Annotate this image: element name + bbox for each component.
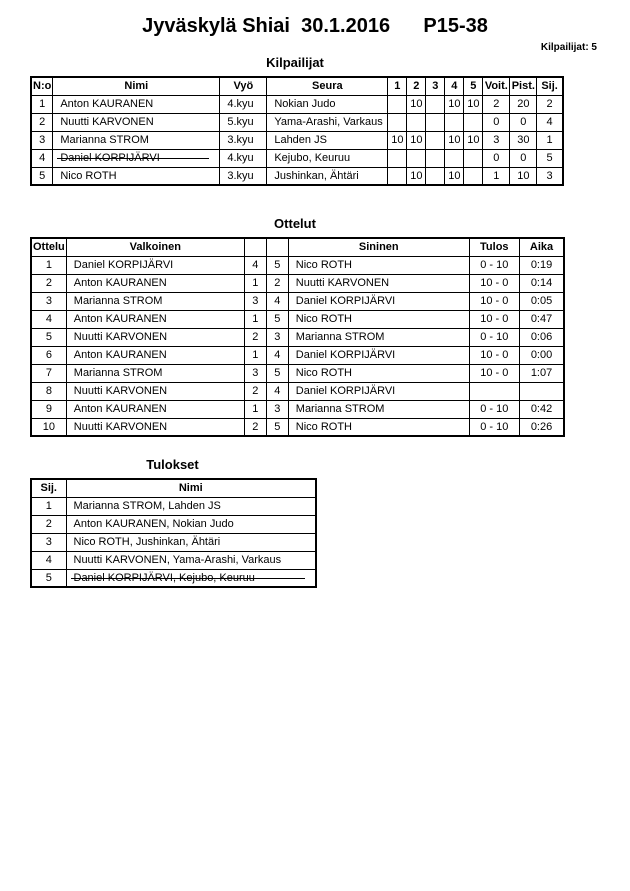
match-row [31,364,564,382]
white-name-cell: Nuutti KARVONEN [66,418,244,436]
blue-name-cell: Marianna STROM [288,328,469,346]
club-cell: Lahden JS [267,131,388,149]
matches-table [30,237,565,437]
match-no-cell: 7 [31,364,66,382]
score-cell: 10 [407,95,426,113]
place-cell: 5 [31,569,66,587]
blue-name-cell: Nico ROTH [288,256,469,274]
name-cell: Nuutti KARVONEN [53,113,220,131]
match-no-cell: 5 [31,328,66,346]
white-number-cell: 1 [244,400,266,418]
header-blue: Sininen [288,238,469,256]
blue-name-cell: Nico ROTH [288,418,469,436]
white-number-cell: 4 [244,256,266,274]
match-row [31,310,564,328]
place-cell: 4 [31,551,66,569]
white-name-cell: Daniel KORPIJÄRVI [66,256,244,274]
white-name-cell: Anton KAURANEN [66,346,244,364]
competitors-table [30,76,564,186]
place-cell: 4 [537,113,563,131]
score-cell: 10 [464,95,483,113]
header-opponent-2: 2 [407,77,426,95]
competitors-heading: Kilpailijat [266,55,324,70]
white-name-cell: Marianna STROM [66,292,244,310]
competitor-row [31,113,563,131]
result-cell: 0 - 10 [469,256,519,274]
points-cell: 10 [510,167,537,185]
result-cell: 0 - 10 [469,418,519,436]
match-row [31,346,564,364]
match-row [31,256,564,274]
blue-name-cell: Marianna STROM [288,400,469,418]
blue-number-cell: 5 [266,310,288,328]
header-club: Seura [267,77,388,95]
points-cell: 0 [510,113,537,131]
points-cell: 30 [510,131,537,149]
score-cell [445,113,464,131]
result-cell: 10 - 0 [469,310,519,328]
result-cell [469,382,519,400]
white-name-cell: Marianna STROM [66,364,244,382]
result-cell: 10 - 0 [469,292,519,310]
header-wins: Voit. [483,77,510,95]
matches-heading: Ottelut [274,216,316,231]
result-row [31,497,316,515]
blue-number-cell: 4 [266,292,288,310]
score-cell [426,167,445,185]
no-cell: 1 [31,95,53,113]
white-name-cell: Nuutti KARVONEN [66,328,244,346]
blue-number-cell: 4 [266,346,288,364]
result-row [31,515,316,533]
white-number-cell: 3 [244,364,266,382]
score-cell [388,167,407,185]
score-cell: 10 [388,131,407,149]
blue-name-cell: Nuutti KARVONEN [288,274,469,292]
score-cell: 10 [464,131,483,149]
no-cell: 3 [31,131,53,149]
header-opponent-4: 4 [445,77,464,95]
score-cell [426,113,445,131]
points-cell: 20 [510,95,537,113]
place-cell: 5 [537,149,563,167]
page-title: Jyväskylä Shiai 30.1.2016 P15-38 [142,15,488,37]
score-cell [464,167,483,185]
match-no-cell: 6 [31,346,66,364]
place-cell: 2 [31,515,66,533]
header-place: Sij. [537,77,563,95]
white-name-cell: Anton KAURANEN [66,400,244,418]
competitor-row [31,167,563,185]
club-cell: Jushinkan, Ähtäri [267,167,388,185]
match-no-cell: 1 [31,256,66,274]
match-row [31,382,564,400]
no-cell: 4 [31,149,53,167]
white-number-cell: 1 [244,274,266,292]
white-number-cell: 2 [244,418,266,436]
header-white: Valkoinen [66,238,244,256]
result-cell: 10 - 0 [469,274,519,292]
header-match-no: Ottelu [31,238,66,256]
name-cell: Nico ROTH [53,167,220,185]
name-cell: Daniel KORPIJÄRVI [53,149,220,167]
time-cell: 0:26 [519,418,564,436]
result-name-cell: Daniel KORPIJÄRVI, Kejubo, Keuruu [66,569,316,587]
match-row [31,400,564,418]
belt-cell: 4.kyu [220,149,267,167]
header-opponent-5: 5 [464,77,483,95]
time-cell: 0:14 [519,274,564,292]
white-number-cell: 2 [244,382,266,400]
score-cell [445,149,464,167]
header-place: Sij. [31,479,66,497]
time-cell: 0:42 [519,400,564,418]
belt-cell: 3.kyu [220,167,267,185]
header-time: Aika [519,238,564,256]
score-cell [407,149,426,167]
result-row [31,533,316,551]
matches-header-row [31,238,564,256]
score-cell [426,149,445,167]
time-cell: 1:07 [519,364,564,382]
score-cell: 10 [445,95,464,113]
header-no: N:o [31,77,53,95]
match-no-cell: 9 [31,400,66,418]
score-cell [464,113,483,131]
place-cell: 1 [537,131,563,149]
blue-number-cell: 5 [266,364,288,382]
blue-number-cell: 5 [266,256,288,274]
header-opponent-1: 1 [388,77,407,95]
place-cell: 1 [31,497,66,515]
score-cell [426,95,445,113]
score-cell [407,113,426,131]
match-row [31,418,564,436]
white-name-cell: Anton KAURANEN [66,274,244,292]
result-cell: 0 - 10 [469,328,519,346]
result-cell: 10 - 0 [469,346,519,364]
club-cell: Nokian Judo [267,95,388,113]
time-cell: 0:06 [519,328,564,346]
result-cell: 10 - 0 [469,364,519,382]
header-result: Tulos [469,238,519,256]
blue-number-cell: 2 [266,274,288,292]
time-cell: 0:47 [519,310,564,328]
wins-cell: 0 [483,113,510,131]
white-name-cell: Nuutti KARVONEN [66,382,244,400]
belt-cell: 5.kyu [220,113,267,131]
no-cell: 5 [31,167,53,185]
place-cell: 3 [537,167,563,185]
header-blue-number [266,238,288,256]
match-no-cell: 2 [31,274,66,292]
header-white-number [244,238,266,256]
name-cell: Marianna STROM [53,131,220,149]
blue-name-cell: Nico ROTH [288,364,469,382]
blue-number-cell: 4 [266,382,288,400]
competitor-row [31,149,563,167]
match-row [31,292,564,310]
blue-name-cell: Daniel KORPIJÄRVI [288,292,469,310]
time-cell: 0:00 [519,346,564,364]
time-cell: 0:19 [519,256,564,274]
blue-number-cell: 3 [266,328,288,346]
header-points: Pist. [510,77,537,95]
no-cell: 2 [31,113,53,131]
time-cell [519,382,564,400]
result-row [31,551,316,569]
blue-number-cell: 3 [266,400,288,418]
wins-cell: 2 [483,95,510,113]
score-cell: 10 [407,131,426,149]
belt-cell: 4.kyu [220,95,267,113]
blue-name-cell: Daniel KORPIJÄRVI [288,382,469,400]
blue-number-cell: 5 [266,418,288,436]
score-cell [464,149,483,167]
header-name: Nimi [66,479,316,497]
time-cell: 0:05 [519,292,564,310]
result-name-cell: Anton KAURANEN, Nokian Judo [66,515,316,533]
wins-cell: 0 [483,149,510,167]
score-cell [388,95,407,113]
score-cell [388,113,407,131]
white-number-cell: 1 [244,310,266,328]
score-cell: 10 [445,167,464,185]
white-number-cell: 1 [244,346,266,364]
results-header-row [31,479,316,497]
score-cell [388,149,407,167]
name-cell: Anton KAURANEN [53,95,220,113]
entries-count: Kilpailijat: 5 [540,42,597,53]
white-name-cell: Anton KAURANEN [66,310,244,328]
results-heading: Tulokset [146,457,199,472]
match-no-cell: 10 [31,418,66,436]
match-row [31,274,564,292]
competitor-row [31,95,563,113]
result-cell: 0 - 10 [469,400,519,418]
club-cell: Kejubo, Keuruu [267,149,388,167]
white-number-cell: 2 [244,328,266,346]
place-cell: 3 [31,533,66,551]
competitor-row [31,131,563,149]
score-cell: 10 [407,167,426,185]
result-row [31,569,316,587]
blue-name-cell: Nico ROTH [288,310,469,328]
results-table [30,478,317,588]
place-cell: 2 [537,95,563,113]
score-cell: 10 [445,131,464,149]
belt-cell: 3.kyu [220,131,267,149]
wins-cell: 3 [483,131,510,149]
wins-cell: 1 [483,167,510,185]
header-opponent-3: 3 [426,77,445,95]
match-row [31,328,564,346]
match-no-cell: 8 [31,382,66,400]
competitors-header-row [31,77,563,95]
result-name-cell: Nico ROTH, Jushinkan, Ähtäri [66,533,316,551]
header-belt: Vyö [220,77,267,95]
match-no-cell: 3 [31,292,66,310]
white-number-cell: 3 [244,292,266,310]
result-name-cell: Nuutti KARVONEN, Yama-Arashi, Varkaus [66,551,316,569]
score-cell [426,131,445,149]
result-name-cell: Marianna STROM, Lahden JS [66,497,316,515]
match-no-cell: 4 [31,310,66,328]
header-name: Nimi [53,77,220,95]
blue-name-cell: Daniel KORPIJÄRVI [288,346,469,364]
club-cell: Yama-Arashi, Varkaus [267,113,388,131]
points-cell: 0 [510,149,537,167]
